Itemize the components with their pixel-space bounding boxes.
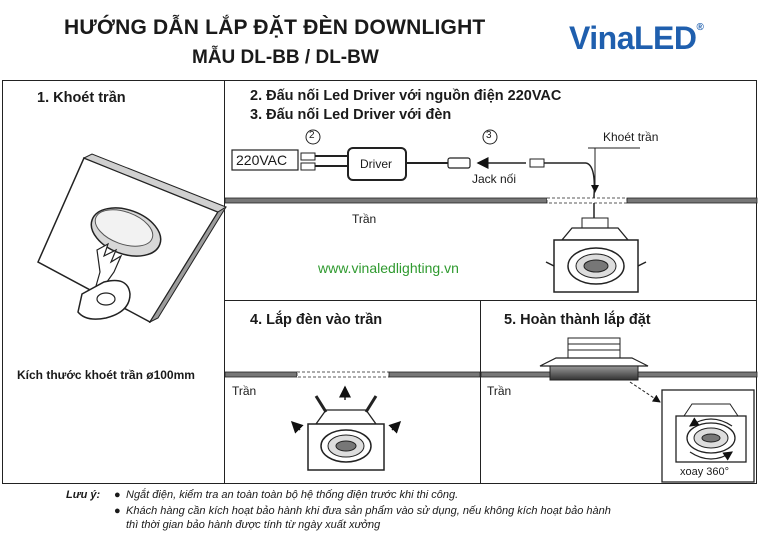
downlight-insert-illustration — [292, 387, 400, 470]
registered-mark: ® — [696, 22, 704, 33]
note-bullet-1: ● — [114, 489, 121, 501]
step2-title: 2. Đấu nối Led Driver với nguồn điện 220VAC — [250, 88, 562, 104]
ceiling-line-step4 — [225, 372, 480, 377]
voltage-label: 220VAC — [236, 152, 288, 168]
note-line-1: Ngắt điện, kiểm tra an toàn toàn bộ hệ thống điện trước khi thi công. — [126, 489, 459, 501]
ceiling-label-top: Trần — [352, 212, 377, 226]
marker-2: 2 — [309, 130, 315, 141]
cutout-label: Khoét trần — [603, 130, 659, 144]
ceiling-line-top — [225, 198, 757, 203]
note-line-2: Khách hàng cần kích hoạt bảo hành khi đưa sản phẩm vào sử dụng, nếu không kích hoạt bảo hành — [126, 505, 611, 517]
cutout-size-note: Kích thước khoét trần ø100mm — [17, 368, 195, 382]
jack-label: Jack nối — [472, 172, 517, 186]
step5-title: 5. Hoàn thành lắp đặt — [504, 312, 651, 328]
note-bullet-2: ● — [114, 505, 121, 517]
logo-text: VinaLED — [569, 20, 697, 56]
ceiling-label-step4: Trần — [232, 384, 257, 398]
step1-title: 1. Khoét trần — [37, 90, 126, 106]
downlight-illustration — [546, 218, 646, 292]
wiring-illustration — [232, 130, 640, 220]
note-line-3: thì thời gian bảo hành được tính từ ngày xuất xưởng — [126, 519, 381, 531]
step3-title: 3. Đấu nối Led Driver với đèn — [250, 107, 452, 123]
ceiling-panel-illustration — [38, 154, 226, 322]
page-title: HƯỚNG DẪN LẮP ĐẶT ĐÈN DOWNLIGHT — [64, 16, 486, 39]
marker-3: 3 — [486, 130, 492, 141]
model-subtitle: MẪU DL-BB / DL-BW — [192, 47, 379, 68]
notes-label: Lưu ý: — [66, 489, 101, 501]
step4-title: 4. Lắp đèn vào trần — [250, 312, 383, 328]
driver-label: Driver — [360, 157, 392, 171]
website-link[interactable]: www.vinaledlighting.vn — [318, 260, 459, 276]
rotate-label: xoay 360° — [680, 466, 730, 478]
ceiling-label-step5: Trần — [487, 384, 512, 398]
